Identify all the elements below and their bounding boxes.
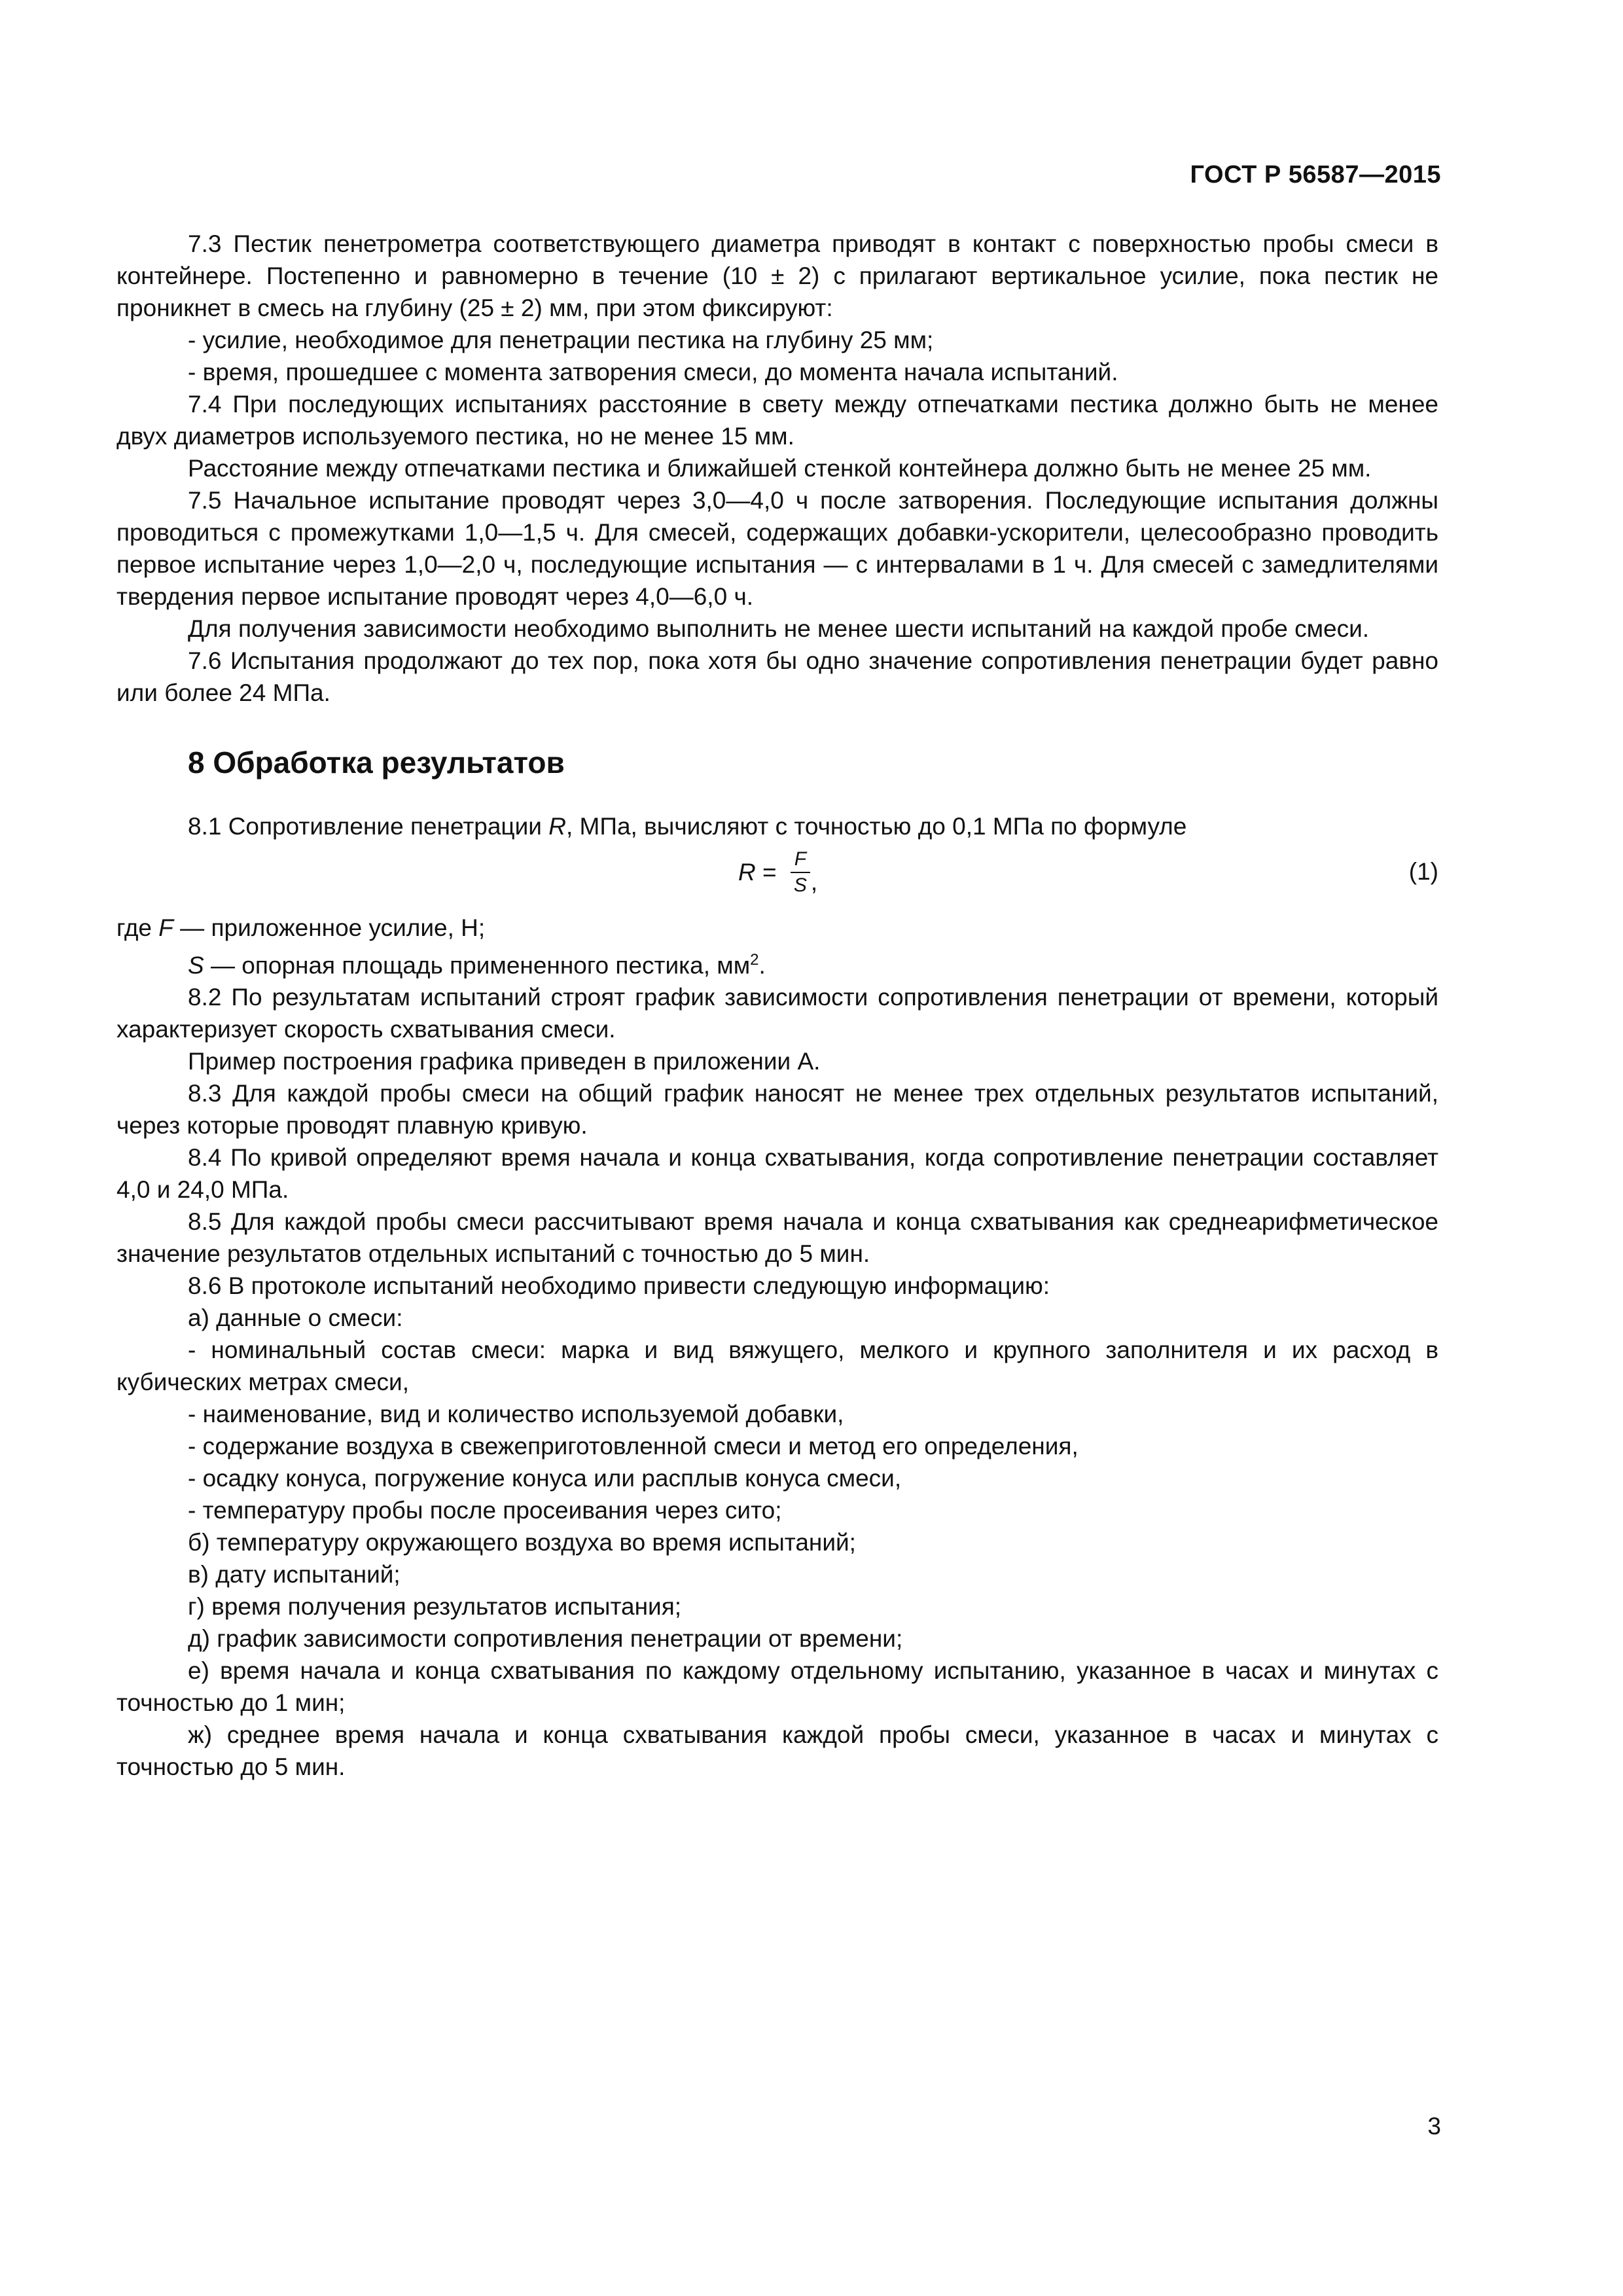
list-item: а) данные о смеси: <box>188 1304 403 1332</box>
paragraph-8-4: 8.4 По кривой определяют время начала и конца схватывания, когда сопротивление пенетрации составляет 4,0 и 24,0 МПа. <box>116 1144 1438 1204</box>
where-s-sup: 2 <box>750 951 759 969</box>
list-item: - содержание воздуха в свежеприготовленной смеси и метод его определения, <box>188 1433 1079 1460</box>
list-item: е) время начала и конца схватывания по каждому отдельному испытанию, указанное в часах и минутах с точностью до 1 мин; <box>116 1657 1438 1717</box>
list-item: - время, прошедшее с момента затворения смеси, до момента начала испытаний. <box>188 359 1118 386</box>
section-8-title: 8 Обработка результатов <box>188 745 565 780</box>
list-item: - усилие, необходимое для пенетрации пестика на глубину 25 мм; <box>188 327 934 353</box>
formula-fraction <box>790 847 811 898</box>
paragraph-8-3: 8.3 Для каждой пробы смеси на общий график наносят не менее трех отдельных результатов испытаний, через которые проводят плавную кривую. <box>116 1080 1438 1139</box>
p81-after: , МПа, вычисляют с точностью до 0,1 МПа по формуле <box>565 813 1187 840</box>
list-item: б) температуру окружающего воздуха во время испытаний; <box>188 1529 856 1556</box>
list-item: - номинальный состав смеси: марка и вид вяжущего, мелкого и крупного заполнителя и их расход в кубических метрах смеси, <box>116 1336 1438 1396</box>
paragraph-7-6: 7.6 Испытания продолжают до тех пор, пока хотя бы одно значение сопротивления пенетрации будет равно или более 24 МПа. <box>116 647 1438 706</box>
formula-1 <box>116 844 1438 909</box>
formula-lhs: R <box>738 859 756 886</box>
list-item: д) график зависимости сопротивления пенетрации от времени; <box>188 1625 903 1653</box>
paragraph-8-6: 8.6 В протоколе испытаний необходимо привести следующую информацию: <box>188 1272 1050 1300</box>
p81-var: R <box>548 813 566 840</box>
list-item: г) время получения результатов испытания; <box>188 1593 682 1621</box>
list-item: в) дату испытаний; <box>188 1561 401 1588</box>
list-item: - наименование, вид и количество используемой добавки, <box>188 1401 844 1428</box>
formula-number: (1) <box>1408 858 1438 885</box>
where-s <box>116 944 1438 981</box>
list-item: ж) среднее время начала и конца схватывания каждой пробы смеси, указанное в часах и минутах с точностью до 5 мин. <box>116 1721 1438 1781</box>
formula-trail: , <box>810 869 818 895</box>
where-f <box>116 912 1438 944</box>
list-item: - температуру пробы после просеивания через сито; <box>188 1497 782 1524</box>
where-s-text: — опорная площадь примененного пестика, мм <box>204 952 751 979</box>
paragraph-7-5: 7.5 Начальное испытание проводят через 3,0—4,0 ч после затворения. Последующие испытания должны проводиться с промежутками 1,0—1,5 ч. Для смесей, содержащих добавки-ускорители, целесообразно проводить первое испытание через 1,0—2,0 ч, последующие испытания — с интервалами в 1 ч. Для смесей с замедлителями твердения первое испытание проводят через 4,0—6,0 ч. <box>116 487 1438 610</box>
formula-denominator: S <box>793 874 807 896</box>
where-f-var: F <box>158 914 173 941</box>
paragraph-7-4: 7.4 При последующих испытаниях расстояние в свету между отпечатками пестика должно быть не менее двух диаметров используемого пестика, но не менее 15 мм. <box>116 391 1438 450</box>
page-body <box>116 228 1438 1783</box>
paragraph: Расстояние между отпечатками пестика и ближайшей стенкой контейнера должно быть не менее 25 мм. <box>188 455 1372 482</box>
where-s-end: . <box>758 952 766 979</box>
page-number: 3 <box>1427 2113 1441 2140</box>
paragraph-7-3: 7.3 Пестик пенетрометра соответствующего диаметра приводят в контакт с поверхностью пробы смеси в контейнере. Постепенно и равномерно в течение (10 ± 2) с прилагают вертикальное усилие, пока пестик не проникнет в смесь на глубину (25 ± 2) мм, при этом фиксируют: <box>116 230 1438 321</box>
paragraph-8-5: 8.5 Для каждой пробы смеси рассчитывают время начала и конца схватывания как среднеарифметическое значение результатов отдельных испытаний с точностью до 5 мин. <box>116 1208 1438 1268</box>
paragraph-8-1 <box>116 810 1438 842</box>
document-code-header: ГОСТ Р 56587—2015 <box>1190 161 1441 188</box>
list-item: - осадку конуса, погружение конуса или расплыв конуса смеси, <box>188 1465 902 1492</box>
where-s-var: S <box>188 952 204 979</box>
p81-before: 8.1 Сопротивление пенетрации <box>188 813 549 840</box>
formula-numerator: F <box>791 847 810 873</box>
where-prefix: где <box>116 914 159 941</box>
formula-body <box>738 846 817 898</box>
formula-equals: = <box>755 859 783 886</box>
paragraph-8-2: 8.2 По результатам испытаний строят график зависимости сопротивления пенетрации от времени, который характеризует скорость схватывания смеси. <box>116 984 1438 1043</box>
where-f-text: — приложенное усилие, Н; <box>173 914 486 941</box>
paragraph: Для получения зависимости необходимо выполнить не менее шести испытаний на каждой пробе смеси. <box>188 615 1370 642</box>
paragraph: Пример построения графика приведен в приложении А. <box>188 1048 821 1075</box>
